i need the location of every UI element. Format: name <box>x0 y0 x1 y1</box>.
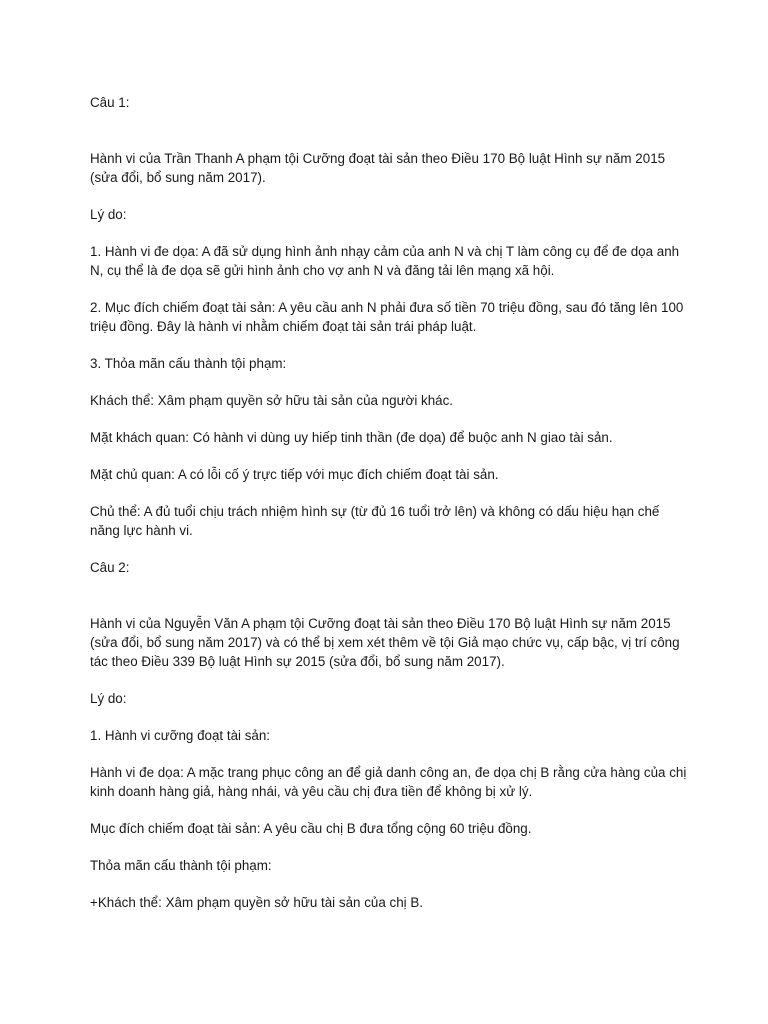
spacer <box>90 708 690 726</box>
q2-reason-label: Lý do: <box>90 691 127 706</box>
spacer <box>90 410 690 428</box>
q2-elements: Thỏa mãn cấu thành tội phạm: <box>90 858 272 873</box>
spacer <box>90 447 690 465</box>
q2-object: +Khách thể: Xâm phạm quyền sở hữu tài sản của chị B. <box>90 895 423 910</box>
q1-reason-label: Lý do: <box>90 207 127 222</box>
spacer <box>90 577 690 614</box>
q2-point-1: 1. Hành vi cưỡng đoạt tài sản: <box>90 728 271 743</box>
spacer <box>90 875 690 893</box>
spacer <box>90 336 690 354</box>
document-body <box>90 93 690 912</box>
spacer <box>90 280 690 298</box>
spacer <box>90 838 690 856</box>
spacer <box>90 187 690 205</box>
spacer <box>90 540 690 558</box>
q1-subject: Chủ thể: A đủ tuổi chịu trách nhiệm hình sự (từ đủ 16 tuổi trở lên) và không có dấu hiệu hạn chế năng lực hành vi. <box>90 504 660 538</box>
spacer <box>90 745 690 763</box>
q2-verdict: Hành vi của Nguyễn Văn A phạm tội Cưỡng đoạt tài sản theo Điều 170 Bộ luật Hình sự năm 2015 (sửa đổi, bổ sung năm 2017) và có thể bị xem xét thêm về tội Giả mạo chức vụ, cấp bậc, vị trí công tác theo Điều 339 Bộ luật Hình sự 2015 (sửa đổi, bổ sung năm 2017). <box>90 616 680 669</box>
q1-point-3: 3. Thỏa mãn cấu thành tội phạm: <box>90 356 287 371</box>
spacer <box>90 801 690 819</box>
q1-objective: Mặt khách quan: Có hành vi dùng uy hiếp tinh thần (đe dọa) để buộc anh N giao tài sản. <box>90 430 613 445</box>
q2-heading: Câu 2: <box>90 560 130 575</box>
q1-subjective: Mặt chủ quan: A có lỗi cố ý trực tiếp với mục đích chiếm đoạt tài sản. <box>90 467 499 482</box>
q2-purpose: Mục đích chiếm đoạt tài sản: A yêu cầu chị B đưa tổng cộng 60 triệu đồng. <box>90 821 532 836</box>
spacer <box>90 373 690 391</box>
q1-heading: Câu 1: <box>90 95 130 110</box>
q1-point-1: 1. Hành vi đe dọa: A đã sử dụng hình ảnh nhạy cảm của anh N và chị T làm công cụ để đe dọa anh N, cụ thể là đe dọa sẽ gửi hình ảnh cho vợ anh N và đăng tải lên mạng xã hội. <box>90 244 680 278</box>
spacer <box>90 224 690 242</box>
q2-threat: Hành vi đe dọa: A mặc trang phục công an để giả danh công an, đe dọa chị B rằng cửa hàng của chị kinh doanh hàng giả, hàng nhái, và yêu cầu chị đưa tiền để không bị xử lý. <box>90 765 687 799</box>
q1-point-2: 2. Mục đích chiếm đoạt tài sản: A yêu cầu anh N phải đưa số tiền 70 triệu đồng, sau đó tăng lên 100 triệu đồng. Đây là hành vi nhằm chiếm đoạt tài sản trái pháp luật. <box>90 300 684 334</box>
spacer <box>90 112 690 149</box>
spacer <box>90 671 690 689</box>
spacer <box>90 484 690 502</box>
q1-object: Khách thể: Xâm phạm quyền sở hữu tài sản của người khác. <box>90 393 454 408</box>
q1-verdict: Hành vi của Trần Thanh A phạm tội Cưỡng đoạt tài sản theo Điều 170 Bộ luật Hình sự năm 2015 (sửa đổi, bổ sung năm 2017). <box>90 151 666 185</box>
